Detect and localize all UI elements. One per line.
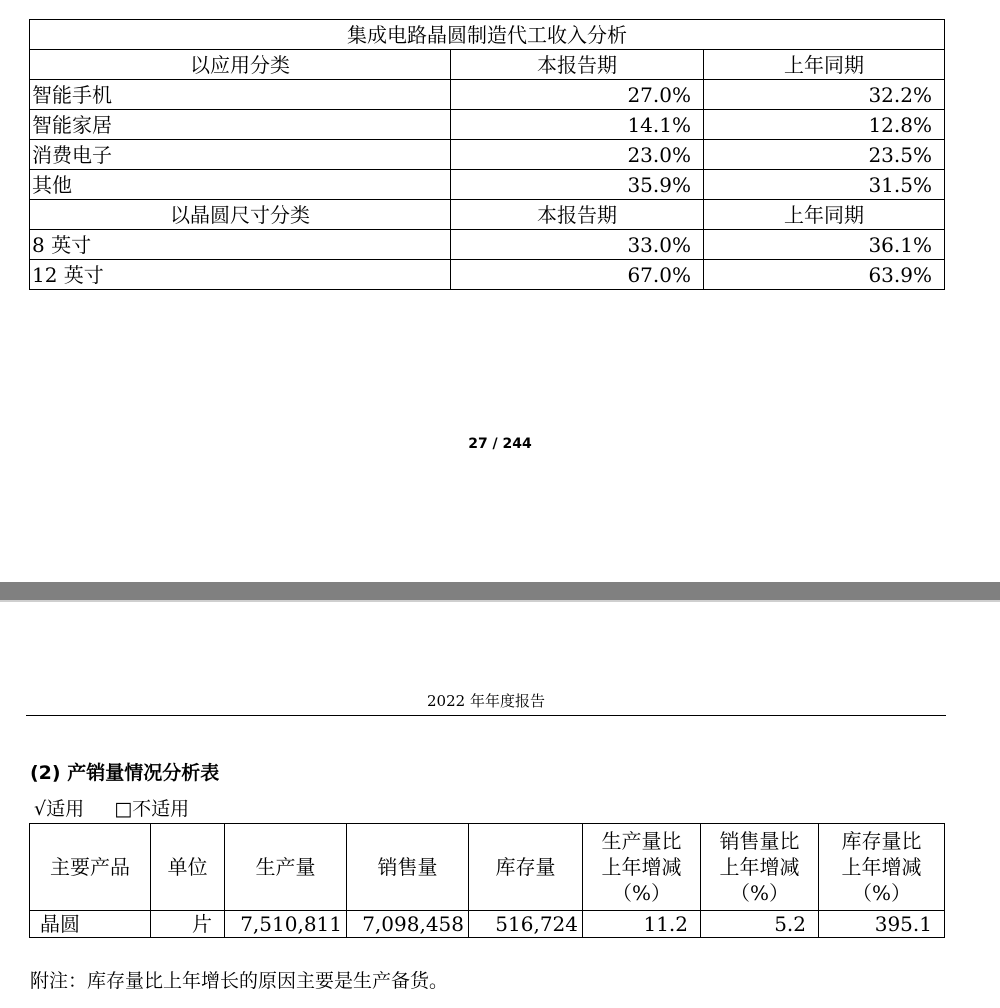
table-header-row bbox=[30, 50, 945, 80]
table-row bbox=[30, 110, 945, 140]
header-cell: 单位 bbox=[151, 824, 225, 911]
current-value: 14.1% bbox=[451, 110, 704, 140]
table-header-row bbox=[30, 200, 945, 230]
prior-value: 36.1% bbox=[704, 230, 945, 260]
page-separator bbox=[0, 582, 1000, 600]
applicable-checked: √适用 bbox=[34, 798, 85, 820]
row-label: 智能家居 bbox=[30, 110, 451, 140]
row-label: 8 英寸 bbox=[30, 230, 451, 260]
prior-value: 32.2% bbox=[704, 80, 945, 110]
header-cell: 库存量 bbox=[469, 824, 583, 911]
current-value: 67.0% bbox=[451, 260, 704, 290]
prior-value: 23.5% bbox=[704, 140, 945, 170]
current-value: 33.0% bbox=[451, 230, 704, 260]
current-value: 35.9% bbox=[451, 170, 704, 200]
prior-value: 31.5% bbox=[704, 170, 945, 200]
prior-value: 63.9% bbox=[704, 260, 945, 290]
header-cell: 销售量 bbox=[347, 824, 469, 911]
page-separator-shadow bbox=[0, 600, 1000, 602]
header-cell: 主要产品 bbox=[30, 824, 151, 911]
table-title: 集成电路晶圆制造代工收入分析 bbox=[30, 20, 945, 50]
table-row bbox=[30, 260, 945, 290]
table-row bbox=[30, 170, 945, 200]
table-header-row bbox=[30, 824, 945, 911]
header-cell: 生产量 bbox=[225, 824, 347, 911]
applicability-options bbox=[34, 794, 189, 821]
production-cell: 7,510,811 bbox=[225, 911, 347, 938]
header-cell: 本报告期 bbox=[451, 200, 704, 230]
applicable-unchecked: □不适用 bbox=[114, 798, 190, 820]
header-cell: 生产量比 上年增减 （%） bbox=[583, 824, 701, 911]
table-row bbox=[30, 140, 945, 170]
production-sales-table bbox=[29, 823, 945, 938]
foundry-revenue-table bbox=[29, 19, 945, 290]
current-value: 23.0% bbox=[451, 140, 704, 170]
header-cell: 以晶圆尺寸分类 bbox=[30, 200, 451, 230]
header-cell: 库存量比 上年增减 （%） bbox=[819, 824, 945, 911]
running-head: 2022 年年度报告 bbox=[427, 692, 545, 710]
unit-cell: 片 bbox=[151, 911, 225, 938]
footnote: 附注：库存量比上年增长的原因主要是生产备货。 bbox=[30, 970, 449, 992]
row-label: 其他 bbox=[30, 170, 451, 200]
table-row bbox=[30, 80, 945, 110]
current-value: 27.0% bbox=[451, 80, 704, 110]
inventory-cell: 516,724 bbox=[469, 911, 583, 938]
table-row bbox=[30, 230, 945, 260]
product-cell: 晶圆 bbox=[30, 911, 151, 938]
inventory-change-cell: 395.1 bbox=[819, 911, 945, 938]
header-cell: 销售量比 上年增减 （%） bbox=[701, 824, 819, 911]
section-title: (2) 产销量情况分析表 bbox=[30, 762, 220, 784]
prior-value: 12.8% bbox=[704, 110, 945, 140]
production-change-cell: 11.2 bbox=[583, 911, 701, 938]
header-cell: 本报告期 bbox=[451, 50, 704, 80]
header-rule bbox=[26, 715, 946, 716]
header-cell: 上年同期 bbox=[704, 200, 945, 230]
row-label: 消费电子 bbox=[30, 140, 451, 170]
sales-change-cell: 5.2 bbox=[701, 911, 819, 938]
row-label: 12 英寸 bbox=[30, 260, 451, 290]
header-cell: 上年同期 bbox=[704, 50, 945, 80]
header-cell: 以应用分类 bbox=[30, 50, 451, 80]
sales-cell: 7,098,458 bbox=[347, 911, 469, 938]
page-number: 27 / 244 bbox=[468, 436, 532, 452]
table-row bbox=[30, 911, 945, 938]
row-label: 智能手机 bbox=[30, 80, 451, 110]
